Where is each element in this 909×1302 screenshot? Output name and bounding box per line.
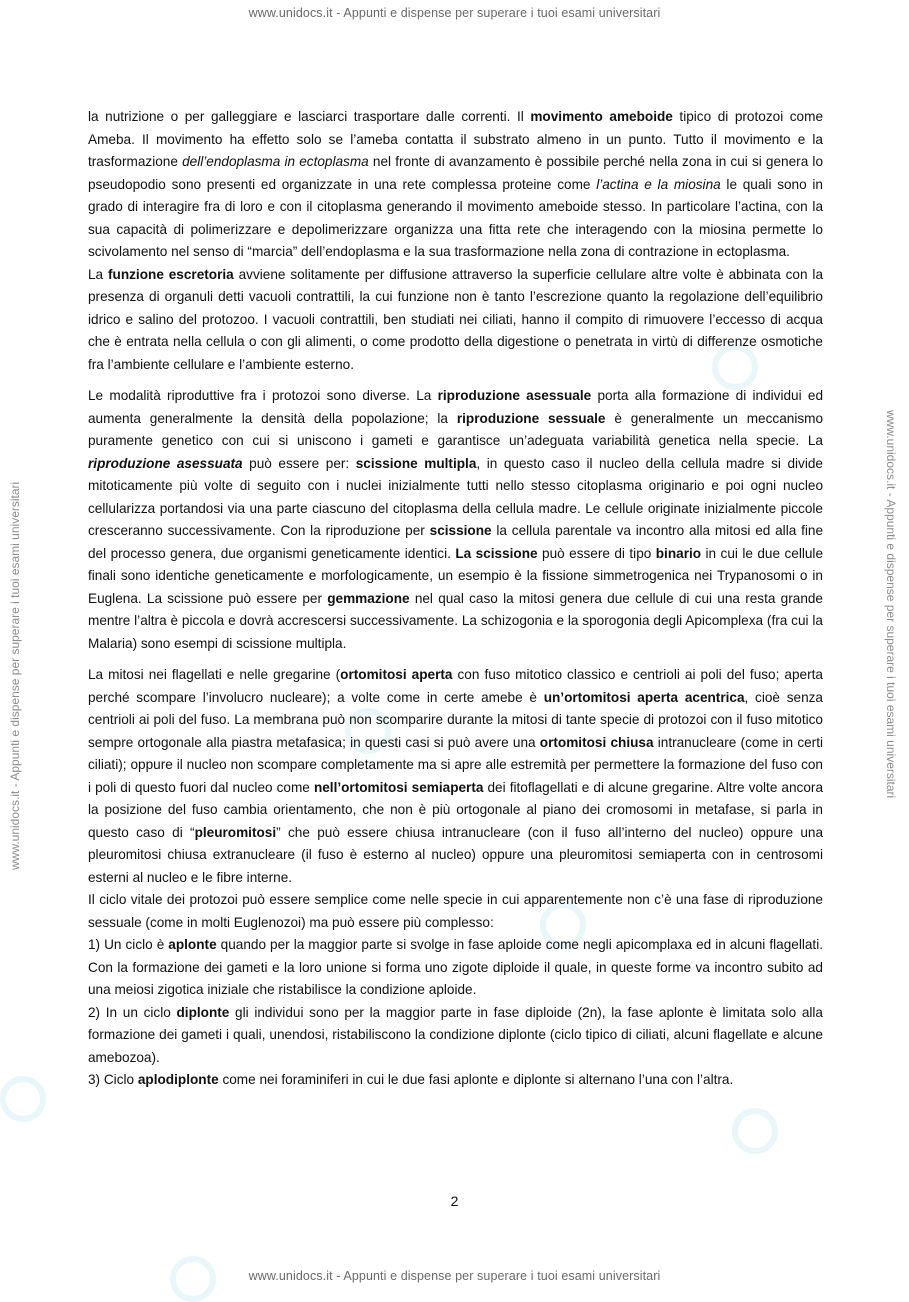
bold-term: diplonte bbox=[176, 1004, 230, 1020]
bold-term: riproduzione asessuata bbox=[88, 455, 243, 471]
text-run: Le modalità riproduttive fra i protozoi sono diverse. La bbox=[88, 388, 438, 403]
text-run: tipico di protozoi come Ameba. Il movimento ha effetto solo se l’ameba contatta il substrato almeno in un punto. Tutto il movimento e la trasformazione bbox=[88, 109, 824, 169]
text-run: nel fronte di avanzamento è possibile perché nella zona in cui si genera lo pseudopodio sono presenti ed organizzate in una rete complessa proteine come bbox=[88, 154, 824, 192]
document-body bbox=[88, 106, 823, 1092]
text-run: , in questo caso il nucleo della cellula madre si divide mitoticamente più volte di seguito con i nuclei inizialmente tutti nello stesso citoplasma originario e poi ogni nucleo cellularizza portandosi via una parte ciascuno del citoplasma della cellula madre. Le cellule originate inizialmente piccole cresceranno successivamente. Con la riproduzione per bbox=[88, 455, 823, 538]
unidocs-logo-icon bbox=[732, 1108, 778, 1154]
bold-term: La scissione bbox=[455, 545, 538, 561]
text-run: La mitosi nei flagellati e nelle gregarine ( bbox=[88, 667, 341, 682]
text-run: la cellula parentale va incontro alla mitosi ed alla fine del processo genera, due organismi geneticamente identici. bbox=[88, 523, 823, 561]
bold-term: aplonte bbox=[168, 937, 217, 952]
text-run: ” che può essere chiusa intranucleare (con il fuso all’interno del nucleo) oppure una pleuromitosi chiusa extranucleare (il fuso è esterno al nucleo) oppure una pleuromitosi semiaperta con in centrosomi esterni al nucleo e le fibre interne. bbox=[88, 824, 824, 885]
body-paragraph bbox=[88, 1069, 823, 1092]
text-run: come nei foraminiferi in cui le due fasi aplonte e diplonte si alternano l’una con l’altra. bbox=[218, 1072, 734, 1087]
body-paragraph bbox=[88, 264, 823, 377]
body-paragraph bbox=[88, 889, 823, 934]
bold-term: aplodiplonte bbox=[137, 1072, 219, 1087]
body-paragraph bbox=[88, 664, 823, 889]
bold-term: nell’ortomitosi semiaperta bbox=[313, 779, 484, 795]
footer-watermark-text: www.unidocs.it - Appunti e dispense per superare i tuoi esami universitari bbox=[248, 1269, 661, 1283]
text-run: 1) Un ciclo è bbox=[88, 937, 169, 952]
text-run: gli individui sono per la maggior parte in fase diploide (2n), la fase aplonte è limitata solo alla formazione dei gameti i quali, unendosi, ristabiliscono la condizione diplonte (ciclo tipico di ciliati, alcuni flagellate e alcune amebozoa). bbox=[88, 1004, 823, 1065]
italic-text: l’actina e la miosina bbox=[596, 176, 721, 192]
bold-term: riproduzione sessuale bbox=[456, 410, 606, 426]
unidocs-logo-icon bbox=[0, 1076, 46, 1122]
text-run: quando per la maggior parte si svolge in fase aploide come negli apicomplaxa ed in alcuni flagellati. Con la formazione dei gameti e la loro unione si forma uno zigote diploide il quale, in queste forme va incontro subito ad una meiosi zigotica iniziale che ristabilisce la condizione aploide. bbox=[88, 937, 823, 997]
bold-term: scissione bbox=[429, 523, 492, 538]
bold-term: pleuromitosi bbox=[194, 824, 277, 840]
text-run: può essere per: bbox=[242, 455, 356, 471]
text-run: può essere di tipo bbox=[537, 545, 656, 561]
bold-term: ortomitosi aperta bbox=[340, 667, 453, 682]
text-run: intranucleare (come in certi ciliati); oppure il nucleo non scompare completamente ma si apre alle estremità per permettere la formazione del fuso con i poli di questo fuori dal nucleo come bbox=[88, 734, 823, 795]
text-run: è generalmente un meccanismo puramente genetico con cui si uniscono i gameti e garantisce un’adeguata variabilità genetica nella specie. La bbox=[88, 410, 824, 448]
italic-text: dell’endoplasma in ectoplasma bbox=[182, 154, 369, 169]
text-run: in cui le due cellule finali sono identiche geneticamente e morfologicamente, un esempio è la fissione simmetrogenica nei Trypanosomi o in Euglena. La scissione può essere per bbox=[88, 545, 824, 606]
header-watermark bbox=[0, 6, 909, 20]
right-side-watermark: www.unidocs.it - Appunti e dispense per superare i tuoi esami universitari bbox=[884, 410, 898, 799]
bold-term: funzione escretoria bbox=[108, 266, 234, 282]
text-run: La bbox=[88, 266, 108, 282]
text-run: porta alla formazione di individui ed aumenta generalmente la densità della popolazione; la bbox=[88, 388, 823, 426]
bold-term: ortomitosi chiusa bbox=[539, 734, 654, 750]
header-watermark-text: www.unidocs.it - Appunti e dispense per superare i tuoi esami universitari bbox=[248, 6, 661, 20]
bold-term: binario bbox=[655, 545, 702, 561]
bold-term: movimento ameboide bbox=[530, 109, 673, 124]
text-run: nel qual caso la mitosi genera due cellule di cui una resta grande mentre l’altra è piccola e dovrà accrescersi successivamente. La schizogonia e la sporogonia degli Apicomplexa (fra cui la Malaria) sono esempi di scissione multipla. bbox=[88, 590, 823, 651]
left-side-watermark: www.unidocs.it - Appunti e dispense per superare i tuoi esami universitari bbox=[8, 481, 22, 870]
text-run: 2) In un ciclo bbox=[88, 1004, 177, 1020]
text-run: 3) Ciclo bbox=[88, 1072, 138, 1087]
text-run: , cioè senza centrioli ai poli del fuso. La membrana può non scomparire durante la mitosi di tante specie di protozoi con il fuso mitotico sempre ortogonale alla piastra metafasica; in questi casi si può avere una bbox=[88, 689, 823, 750]
bold-term: gemmazione bbox=[327, 590, 410, 606]
body-paragraph bbox=[88, 106, 823, 264]
bold-term: riproduzione asessuale bbox=[437, 388, 592, 403]
footer-watermark bbox=[0, 1269, 909, 1283]
text-run: Il ciclo vitale dei protozoi può essere semplice come nelle specie in cui apparentemente non c’è una fase di riproduzione sessuale (come in molti Euglenozoi) ma può essere più complesso: bbox=[88, 892, 823, 930]
text-run: dei fitoflagellati e di alcune gregarine. Altre volte ancora la posizione del fuso cambia orientamento, che non è più ortogonale al piano dei cromosomi in metafase, si parla in questo caso di “ bbox=[88, 779, 823, 840]
text-run: la nutrizione o per galleggiare e lasciarci trasportare dalle correnti. Il bbox=[88, 109, 531, 124]
text-run: avviene solitamente per diffusione attraverso la superficie cellulare altre volte è abbinata con la presenza di organuli detti vacuoli contrattili, la cui funzione non è tanto l’escrezione quanto la regolazione dell’equilibrio idrico e salino del protozoo. I vacuoli contrattili, ben studiati nei ciliati, hanno il compito di rimuovere l’eccesso di acqua che è entrata nella cellula o con gli alimenti, o come prodotto della digestione o penetrata in virtù di differenze osmotiche fra l’ambiente cellulare e l’ambiente esterno. bbox=[88, 266, 824, 372]
page-number: 2 bbox=[450, 1193, 459, 1209]
bold-term: scissione multipla bbox=[355, 455, 477, 471]
body-paragraph bbox=[88, 934, 823, 1002]
bold-term: un’ortomitosi aperta acentrica bbox=[543, 689, 745, 705]
text-run: con fuso mitotico classico e centrioli ai poli del fuso; aperta perché scompare l’involucro nucleare); a volte come in certe amebe è bbox=[88, 667, 823, 705]
text-run: le quali sono in grado di interagire fra di loro e con il citoplasma generando il movimento ameboide stesso. In particolare l’actina, con la sua capacità di polimerizzare e depolimerizzare organizza una fitta rete che interagendo con la miosina permette lo scivolamento nel senso di “marcia” dell’endoplasma e la sua trasformazione nella zona di contrazione in ectoplasma. bbox=[88, 176, 823, 259]
body-paragraph bbox=[88, 1002, 823, 1070]
body-paragraph bbox=[88, 385, 823, 655]
